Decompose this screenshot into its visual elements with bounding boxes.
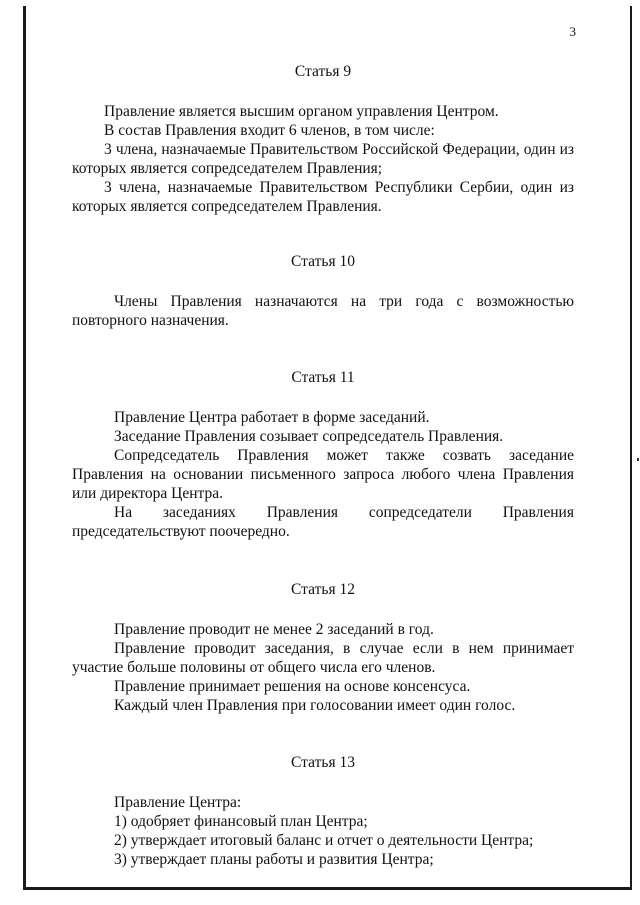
article-title: Статья 9 [294, 63, 352, 80]
paragraph: В состав Правления входит 6 членов, в том числе: [104, 122, 435, 139]
article-13 [72, 753, 574, 869]
paragraph: Правление принимает решения на основе консенсуса. [114, 678, 471, 695]
article-11 [72, 368, 574, 541]
paragraph: 3 члена, назначаемые Правительством Российской Федерации, один из которых является сопредседателем Правления; [72, 141, 574, 177]
paragraph: Правление проводит заседания, в случае если в нем принимает участие больше половины от общего числа его членов. [72, 640, 574, 676]
page-number: 3 [569, 24, 576, 39]
article-title: Статья 12 [291, 581, 355, 598]
paragraph: Сопредседатель Правления может также созвать заседание Правления на основании письменного запроса любого члена Правления или директора Центра. [72, 447, 574, 502]
article-10 [72, 252, 574, 330]
article-title: Статья 11 [291, 369, 355, 386]
list-item: 3) утверждает планы работы и развития Центра; [114, 851, 434, 868]
paragraph: Правление проводит не менее 2 заседаний в год. [114, 621, 434, 638]
paragraph: Заседание Правления созывает сопредседатель Правления. [114, 428, 504, 445]
paragraph: На заседаниях Правления сопредседатели Правления председательствуют поочередно. [72, 504, 574, 540]
list-item: 1) одобряет финансовый план Центра; [114, 813, 368, 830]
document-body [72, 62, 574, 905]
paragraph: Правление является высшим органом управления Центром. [104, 103, 499, 120]
paragraph: 3 члена, назначаемые Правительством Республики Сербии, один из которых является сопредседателем Правления. [72, 179, 574, 215]
article-12 [72, 580, 574, 715]
paragraph: Каждый член Правления при голосовании имеет один голос. [114, 697, 516, 714]
article-9 [72, 62, 574, 216]
article-title: Статья 10 [291, 253, 355, 270]
edge-mark [637, 458, 639, 461]
paragraph: Правление Центра работает в форме заседаний. [114, 409, 430, 426]
article-title: Статья 13 [291, 754, 355, 771]
list-lead: Правление Центра: [114, 794, 242, 811]
list-item: 2) утверждает итоговый баланс и отчет о деятельности Центра; [114, 832, 534, 849]
paragraph: Члены Правления назначаются на три года с возможностью повторного назначения. [72, 293, 574, 329]
